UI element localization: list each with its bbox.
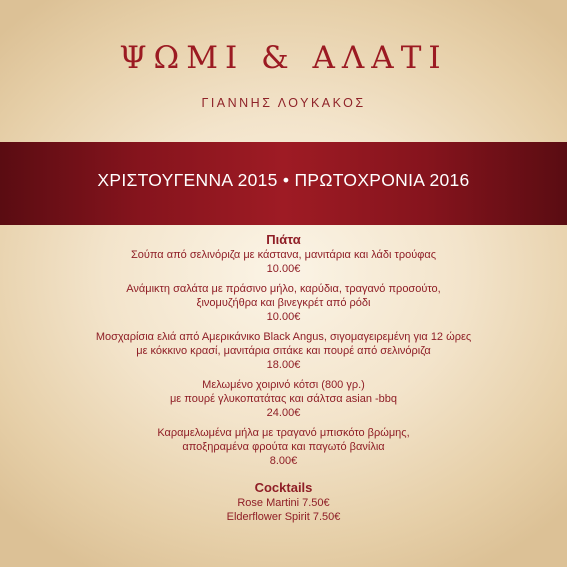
dish-price: 18.00€ <box>266 359 301 371</box>
cocktail-item: Rose Martini 7.50€ <box>237 497 330 509</box>
dish-description: Ανάμικτη σαλάτα με πράσινο μήλο, καρύδια, τραγανό προσούτο, <box>126 283 441 295</box>
cocktail-item: Elderflower Spirit 7.50€ <box>226 511 341 523</box>
dish-price: 10.00€ <box>266 311 301 323</box>
dish-item <box>0 330 567 372</box>
dish-description: Μοσχαρίσια ελιά από Αμερικάνικο Black Angus, σιγομαγειρεμένη για 12 ώρες <box>95 331 472 343</box>
cocktails-section-title: Cocktails <box>254 480 313 495</box>
dishes-section-title: Πιάτα <box>266 232 301 247</box>
holiday-banner <box>0 142 567 225</box>
dish-description: Σούπα από σελινόριζα με κάστανα, μανιτάρια και λάδι τρούφας <box>130 249 437 261</box>
dish-description: Καραμελωμένα μήλα με τραγανό μπισκότο βρώμης, <box>157 427 410 439</box>
dish-description: ξινομυζήθρα και βινεγκρέτ από ρόδι <box>196 297 371 309</box>
menu-content <box>0 232 567 524</box>
dish-item <box>0 378 567 420</box>
chef-name: ΓΙΑΝΝΗΣ ΛΟΥΚΑΚΟΣ <box>201 96 366 110</box>
dish-item <box>0 282 567 324</box>
dish-price: 24.00€ <box>266 407 301 419</box>
banner-title: ΧΡΙΣΤΟΥΓΕΝΝΑ 2015 • ΠΡΩΤΟΧΡΟΝΙΑ 2016 <box>97 170 470 190</box>
dish-item <box>0 248 567 276</box>
restaurant-name: ΨΩΜΙ & ΑΛΑΤΙ <box>119 40 448 76</box>
dish-description: με κόκκινο κρασί, μανιτάρια σιτάκε και πουρέ από σελινόριζα <box>136 345 431 357</box>
dish-description: Μελωμένο χοιρινό κότσι (800 γρ.) <box>202 379 365 391</box>
dish-price: 8.00€ <box>269 455 298 467</box>
dish-description: με πουρέ γλυκοπατάτας και σάλτσα asian -bbq <box>169 393 398 405</box>
dish-price: 10.00€ <box>266 263 301 275</box>
dish-description: αποξηραμένα φρούτα και παγωτό βανίλια <box>182 441 385 453</box>
dish-item <box>0 426 567 468</box>
cocktails-section <box>0 480 567 524</box>
